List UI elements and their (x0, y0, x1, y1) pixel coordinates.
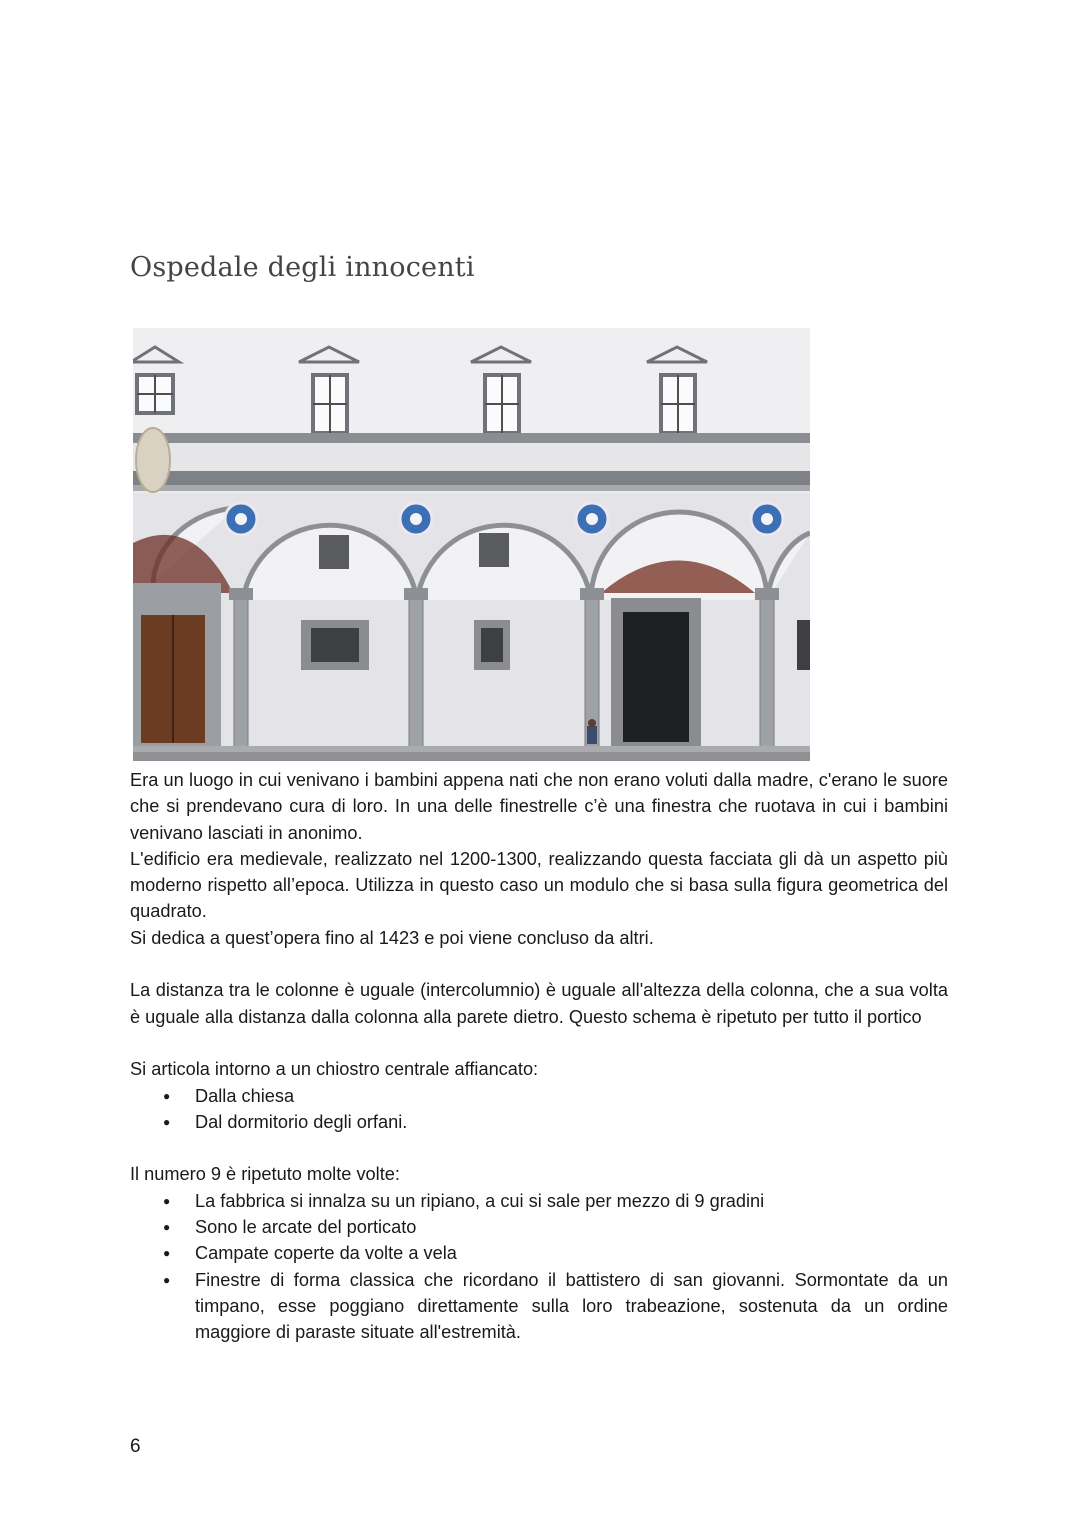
paragraph: Il numero 9 è ripetuto molte volte: (130, 1164, 400, 1185)
paragraph: L'edificio era medievale, realizzato nel 1200-1300, realizzando questa facciata gli dà un aspetto più moderno rispetto all’epoca. Utilizza in questo caso un modulo che si basa sulla figura geometrica del quadrato. (130, 848, 948, 922)
bullet-list (130, 1188, 948, 1346)
bullet-list (130, 1083, 948, 1136)
paragraph: Era un luogo in cui venivano i bambini appena nati che non erano voluti dalla madre, c'erano le suore che si prendevano cura di loro. In una delle finestrelle c’è una finestra che ruotava in cui i bambini venivano lasciati in anonimo. (130, 770, 948, 843)
paragraph: Si dedica a quest’opera fino al 1423 e poi viene concluso da altri. (130, 927, 654, 948)
paragraph: Si articola intorno a un chiostro centrale affiancato: (130, 1059, 539, 1080)
paragraph: La distanza tra le colonne è uguale (intercolumnio) è uguale all'altezza della colonna, che a sua volta è uguale alla distanza dalla colonna alla parete dietro. Questo schema è ripetuto per tutto il portico (130, 980, 948, 1027)
list-item: ● La fabbrica si innalza su un ripiano, a cui si sale per mezzo di 9 gradini (195, 1188, 948, 1214)
page-title: Ospedale degli innocenti (130, 252, 475, 283)
list-item: ● Finestre di forma classica che ricordano il battistero di san giovanni. Sormontate da un timpano, esse poggiano direttamente sulla loro trabeazione, sostenuta da un ordine maggiore di paraste situate all'estremità. (195, 1267, 948, 1346)
list-item: ● Dal dormitorio degli orfani. (195, 1109, 948, 1135)
building-photo (133, 328, 810, 761)
page-number: 6 (130, 1436, 141, 1457)
body-text (130, 767, 948, 1346)
list-item: ● Sono le arcate del porticato (195, 1214, 948, 1240)
list-item: ● Campate coperte da volte a vela (195, 1240, 948, 1266)
list-item: ● Dalla chiesa (195, 1083, 948, 1109)
